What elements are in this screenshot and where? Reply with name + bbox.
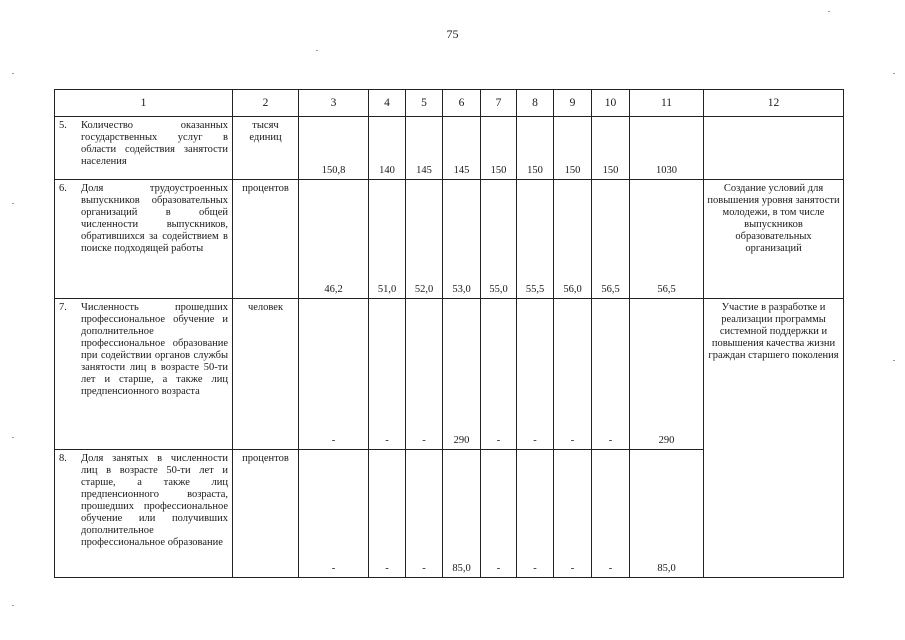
value-cell: 150 xyxy=(592,117,630,180)
value-cell: 150 xyxy=(481,117,517,180)
value-cell: 51,0 xyxy=(369,180,406,299)
header-cell: 7 xyxy=(481,90,517,117)
value-cell: 53,0 xyxy=(443,180,481,299)
value-cell: 55,0 xyxy=(481,180,517,299)
value-cell: - xyxy=(406,299,443,450)
indicator-name: Доля трудоустроенных выпускников образовательных организаций в общей численности выпускников, обратившихся за содействием в поиске подходящей работы xyxy=(81,183,228,254)
row-number: 5. xyxy=(59,120,67,131)
header-cell: 9 xyxy=(554,90,592,117)
header-cell: 1 xyxy=(55,90,233,117)
value-cell: - xyxy=(554,450,592,578)
row-number: 6. xyxy=(59,183,67,194)
value-cell: - xyxy=(299,450,369,578)
scan-speck xyxy=(12,203,14,204)
header-cell: 4 xyxy=(369,90,406,117)
value-cell: 145 xyxy=(406,117,443,180)
value-cell: - xyxy=(481,450,517,578)
unit-cell: процентов xyxy=(233,180,299,299)
unit-cell: тысяч единиц xyxy=(233,117,299,180)
indicator-name: Доля занятых в численности лиц в возрасте 50-ти лет и старше, а также лиц предпенсионного возраста, прошедших профессиональное обучение или получивших дополнительное профессиональное образование xyxy=(81,453,228,548)
table-row xyxy=(55,450,844,578)
indicator-name-cell xyxy=(55,117,233,180)
header-cell: 6 xyxy=(443,90,481,117)
scan-speck xyxy=(893,360,895,361)
value-cell: 52,0 xyxy=(406,180,443,299)
note-cell xyxy=(704,117,844,180)
indicators-table xyxy=(54,89,844,578)
value-cell: - xyxy=(517,299,554,450)
value-cell: 56,5 xyxy=(592,180,630,299)
row-number: 8. xyxy=(59,453,67,464)
note-cell xyxy=(704,450,844,578)
header-cell: 10 xyxy=(592,90,630,117)
value-cell: 56,5 xyxy=(630,180,704,299)
indicator-name: Количество оказанных государственных услуг в области содействия занятости населения xyxy=(81,120,228,167)
value-cell: - xyxy=(554,299,592,450)
value-cell: 1030 xyxy=(630,117,704,180)
value-cell: 290 xyxy=(443,299,481,450)
value-cell: - xyxy=(406,450,443,578)
table-row xyxy=(55,180,844,299)
value-cell: 46,2 xyxy=(299,180,369,299)
scan-speck xyxy=(12,605,14,606)
value-cell: - xyxy=(369,299,406,450)
scan-speck xyxy=(12,73,14,74)
indicator-name-cell xyxy=(55,299,233,450)
value-cell: 145 xyxy=(443,117,481,180)
value-cell: - xyxy=(592,450,630,578)
indicator-name-cell xyxy=(55,180,233,299)
value-cell: 55,5 xyxy=(517,180,554,299)
page-number: 75 xyxy=(446,27,459,41)
header-cell: 2 xyxy=(233,90,299,117)
table-row xyxy=(55,299,844,450)
scan-speck xyxy=(12,437,14,438)
table-header-row xyxy=(55,90,844,117)
value-cell: 85,0 xyxy=(630,450,704,578)
scan-speck xyxy=(893,73,895,74)
value-cell: 150 xyxy=(554,117,592,180)
value-cell: - xyxy=(592,299,630,450)
header-cell: 12 xyxy=(704,90,844,117)
note-cell: Создание условий для повышения уровня занятости молодежи, в том числе выпускников образовательных организаций xyxy=(704,180,844,299)
scan-speck xyxy=(316,50,318,51)
indicator-name: Численность прошедших профессиональное обучение и дополнительное профессиональное образование при содействии органов службы занятости лиц в возрасте 50-ти лет и старше, а также лиц предпенсионного возраста xyxy=(81,302,228,397)
indicator-name-cell xyxy=(55,450,233,578)
header-cell: 8 xyxy=(517,90,554,117)
note-cell: Участие в разработке и реализации программы системной поддержки и повышения качества жизни граждан старшего поколения xyxy=(704,299,844,450)
value-cell: 56,0 xyxy=(554,180,592,299)
value-cell: 150 xyxy=(517,117,554,180)
value-cell: - xyxy=(369,450,406,578)
value-cell: - xyxy=(517,450,554,578)
value-cell: - xyxy=(299,299,369,450)
header-cell: 3 xyxy=(299,90,369,117)
value-cell: 150,8 xyxy=(299,117,369,180)
table-row xyxy=(55,117,844,180)
value-cell: 140 xyxy=(369,117,406,180)
value-cell: 290 xyxy=(630,299,704,450)
header-cell: 11 xyxy=(630,90,704,117)
unit-cell: процентов xyxy=(233,450,299,578)
header-cell: 5 xyxy=(406,90,443,117)
value-cell: - xyxy=(481,299,517,450)
value-cell: 85,0 xyxy=(443,450,481,578)
row-number: 7. xyxy=(59,302,67,313)
unit-cell: человек xyxy=(233,299,299,450)
scan-speck xyxy=(828,11,830,12)
